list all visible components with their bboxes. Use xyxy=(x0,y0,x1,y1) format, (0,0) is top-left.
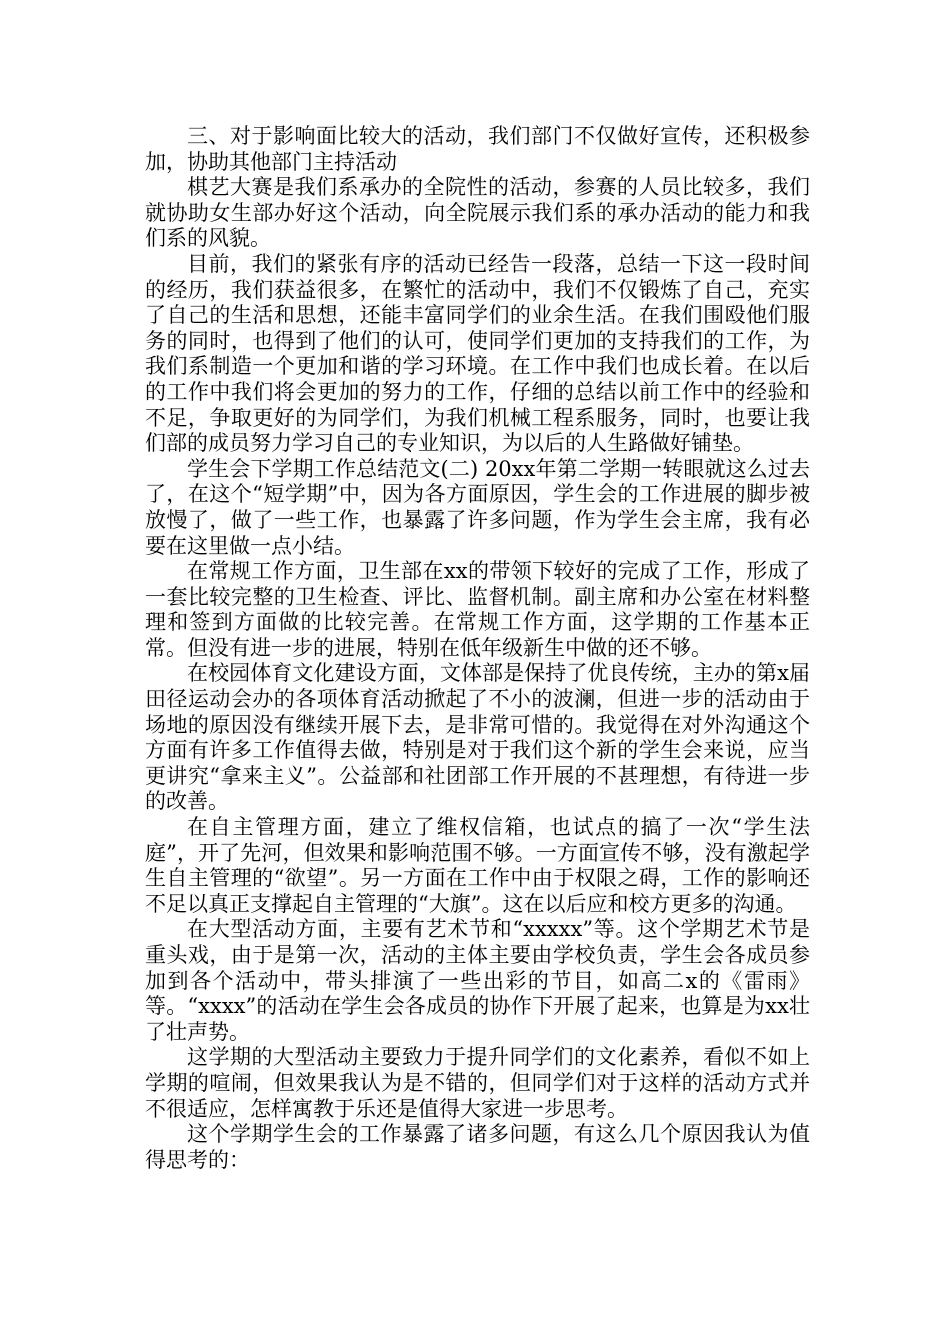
paragraph: 在大型活动方面，主要有艺术节和“xxxxx”等。这个学期艺术节是重头戏，由于是第一次，活动的主体主要由学校负责，学生会各成员参加到各个活动中，带头排演了一些出彩的节目，如高二x的《雷雨》等。“xxxx”的活动在学生会各成员的协作下开展了起来，也算是为xx壮了壮声势。 xyxy=(145,917,810,1044)
paragraph: 在校园体育文化建设方面，文体部是保持了优良传统，主办的第x届田径运动会办的各项体育活动掀起了不小的波澜，但进一步的活动由于场地的原因没有继续开展下去，是非常可惜的。我觉得在对外沟通这个方面有许多工作值得去做，特别是对于我们这个新的学生会来说，应当更讲究“拿来主义”。公益部和社团部工作开展的不甚理想，有待进一步的改善。 xyxy=(145,661,810,814)
paragraph: 这个学期学生会的工作暴露了诸多问题，有这么几个原因我认为值得思考的： xyxy=(145,1122,810,1172)
paragraph: 目前，我们的紧张有序的活动已经告一段落，总结一下这一段时间的经历，我们获益很多，在繁忙的活动中，我们不仅锻炼了自己，充实了自己的生活和思想，还能丰富同学们的业余生活。在我们围殴他们服务的同时，也得到了他们的认可，使同学们更加的支持我们的工作，为我们系制造一个更加和谐的学习环境。在工作中我们也成长着。在以后的工作中我们将会更加的努力的工作，仔细的总结以前工作中的经验和不足，争取更好的为同学们，为我们机械工程系服务，同时，也要让我们部的成员努力学习自己的专业知识，为以后的人生路做好铺垫。 xyxy=(145,251,810,456)
paragraph: 在自主管理方面，建立了维权信箱，也试点的搞了一次“学生法庭”，开了先河，但效果和影响范围不够。一方面宣传不够，没有激起学生自主管理的“欲望”。另一方面在工作中由于权限之碍，工作的影响还不足以真正支撑起自主管理的“大旗”。这在以后应和校方更多的沟通。 xyxy=(145,815,810,916)
paragraph: 这学期的大型活动主要致力于提升同学们的文化素养，看似不如上学期的喧闹，但效果我认为是不错的，但同学们对于这样的活动方式并不很适应，怎样寓教于乐还是值得大家进一步思考。 xyxy=(145,1045,810,1121)
document-body xyxy=(145,124,810,1173)
paragraph: 三、对于影响面比较大的活动，我们部门不仅做好宣传，还积极参加，协助其他部门主持活动 xyxy=(145,124,810,174)
paragraph: 棋艺大赛是我们系承办的全院性的活动，参赛的人员比较多，我们就协助女生部办好这个活动，向全院展示我们系的承办活动的能力和我们系的风貌。 xyxy=(145,175,810,251)
paragraph: 在常规工作方面，卫生部在xx的带领下较好的完成了工作，形成了一套比较完整的卫生检查、评比、监督机制。副主席和办公室在材料整理和签到方面做的比较完善。在常规工作方面，这学期的工作基本正常。但没有进一步的进展，特别在低年级新生中做的还不够。 xyxy=(145,559,810,660)
paragraph: 学生会下学期工作总结范文(二) 20xx年第二学期一转眼就这么过去了，在这个“短学期”中，因为各方面原因，学生会的工作进展的脚步被放慢了，做了一些工作，也暴露了许多问题，作为学生会主席，我有必要在这里做一点小结。 xyxy=(145,456,810,558)
